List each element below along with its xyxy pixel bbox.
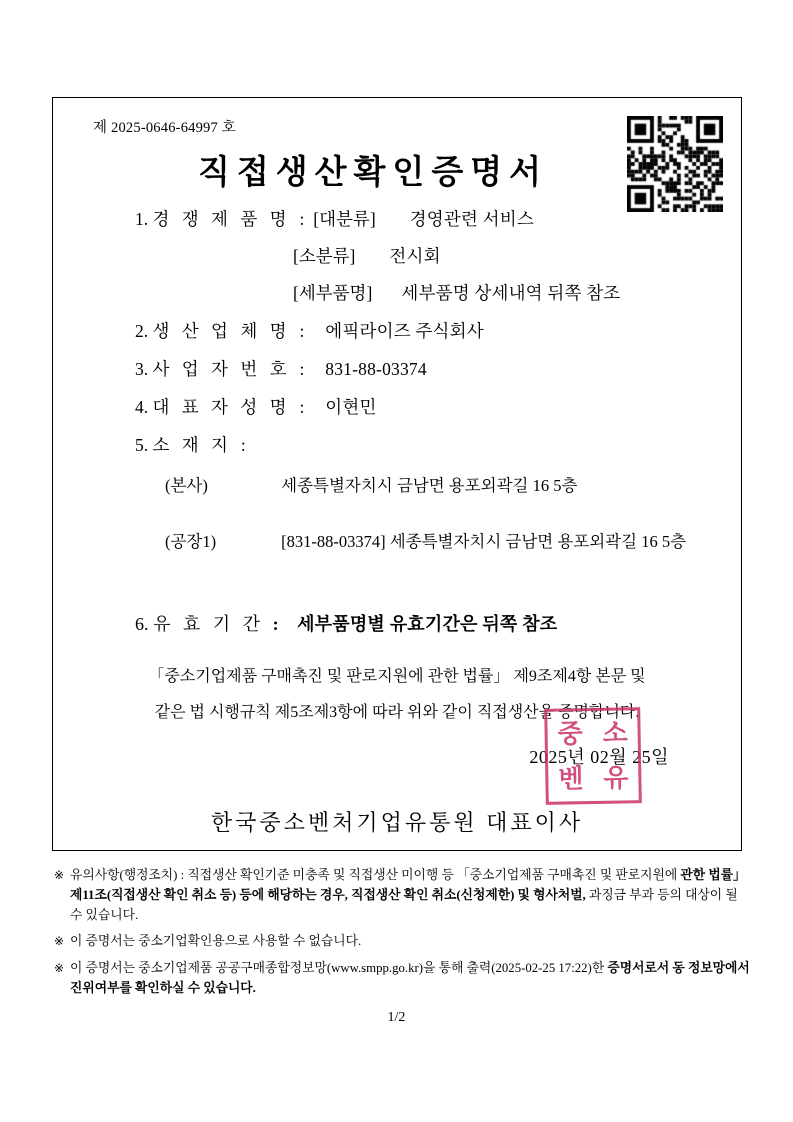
field-business-number — [135, 356, 427, 381]
field-value-minor: 전시회 — [389, 246, 441, 266]
issuer-name: 한국중소벤처기업유통원 대표이사 — [210, 810, 584, 835]
document-number: 제 2025-0646-64997 호 — [93, 120, 236, 136]
legal-text-line-2: 같은 법 시행규칙 제5조제3항에 따라 위와 같이 직접생산을 증명합니다. — [154, 704, 640, 721]
field-number: 6. — [135, 614, 149, 634]
field-value: 831-88-03374 — [325, 359, 427, 379]
field-colon: : — [240, 435, 246, 455]
field-value: 세부품명별 유효기간은 뒤쪽 참조 — [297, 614, 558, 634]
footnote-item — [52, 959, 752, 999]
field-label: 생 산 업 체 명 — [152, 321, 291, 341]
field-colon: : — [272, 614, 279, 634]
field-label: 유 효 기 간 — [153, 614, 265, 634]
bullet-icon: ※ — [54, 934, 65, 949]
footnote-text: 이 증명서는 중소기업제품 공공구매종합정보망(www.smpp.go.kr)을 통해 출력(2025-02-25 17:22)한 증명서로서 동 정보망에서 진위여부를 확인하실 수 있습니다. — [70, 961, 750, 996]
address-value: [831-88-03374] 세종특별자치시 금남면 용포외곽길 16 5층 — [281, 532, 687, 551]
seal-char-3: 벤 — [558, 763, 584, 794]
field-number: 3. — [135, 359, 149, 379]
field-number: 2. — [135, 321, 149, 341]
field-label: 소 재 지 — [152, 435, 232, 455]
address-label: (본사) — [165, 476, 208, 495]
legal-text-line-1: 「중소기업제품 구매촉진 및 판로지원에 관한 법률」 제9조제4항 본문 및 — [148, 668, 646, 685]
field-company-name — [135, 318, 484, 343]
seal-char-2: 소 — [602, 717, 628, 748]
field-label: 대 표 자 성 명 — [152, 397, 291, 417]
official-seal — [544, 707, 642, 805]
field-label: 사 업 자 번 호 — [152, 359, 291, 379]
field-number: 1. — [135, 209, 149, 229]
address-label: (공장1) — [165, 532, 217, 551]
footnote-text: 이 증명서는 중소기업확인용으로 사용할 수 없습니다. — [70, 934, 362, 949]
bullet-icon: ※ — [54, 868, 65, 882]
field-product-subcategory — [293, 243, 441, 268]
field-bracket-detail: [세부품명] — [293, 283, 373, 303]
footnote-item — [52, 866, 752, 925]
address-factory-1 — [165, 528, 686, 552]
field-colon: : — [299, 209, 305, 229]
issue-date: 2025년 02월 25일 — [529, 747, 669, 767]
field-value-major: 경영관련 서비스 — [409, 209, 534, 229]
field-bracket-major: [대분류] — [313, 209, 376, 229]
field-value-detail: 세부품명 상세내역 뒤쪽 참조 — [401, 283, 621, 303]
field-product-detail — [293, 280, 620, 305]
field-representative-name — [135, 394, 377, 419]
field-value: 이현민 — [325, 397, 377, 417]
address-value: 세종특별자치시 금남면 용포외곽길 16 5층 — [281, 476, 578, 495]
footnotes — [52, 866, 752, 1006]
seal-char-4: 유 — [603, 762, 629, 793]
page-title: 직접생산확인증명서 — [198, 155, 548, 191]
page-number: 1/2 — [387, 1010, 406, 1025]
field-colon: : — [299, 397, 305, 417]
footnote-text: 유의사항(행정조치) : 직접생산 확인기준 미충족 및 직접생산 미이행 등 「중소기업제품 구매촉진 및 판로지원에 관한 법률」 제11조(직접생산 확인 취소 등) 등에 해당하는 경우, 직접생산 확인 취소(신청제한) 및 형사처벌, 과징금 부과 등의 대상이 될 수 있습니다. — [70, 868, 746, 922]
field-colon: : — [299, 321, 305, 341]
field-product-category — [135, 206, 534, 231]
field-number: 5. — [135, 435, 149, 455]
field-label: 경 쟁 제 품 명 — [152, 209, 291, 229]
address-headquarters — [165, 472, 577, 496]
field-colon: : — [299, 359, 305, 379]
field-number: 4. — [135, 397, 149, 417]
field-validity-period — [135, 610, 557, 636]
field-address — [135, 432, 250, 457]
field-value: 에픽라이즈 주식회사 — [325, 321, 484, 341]
bullet-icon: ※ — [54, 961, 65, 976]
seal-char-1: 중 — [557, 718, 583, 749]
footnote-item — [52, 932, 752, 952]
field-bracket-minor: [소분류] — [293, 246, 356, 266]
certificate-border-box — [52, 97, 742, 851]
